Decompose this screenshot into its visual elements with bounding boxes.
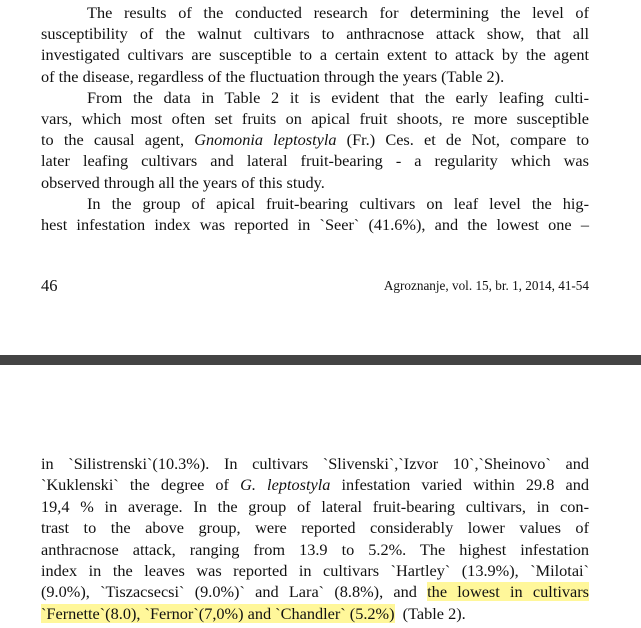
paragraph-continued: [41, 453, 589, 624]
text-line: [41, 129, 589, 150]
species-name: G. leptostyla: [240, 475, 331, 495]
text-run: `Kuklenski` the degree of: [41, 475, 241, 495]
bottom-page: [0, 365, 641, 628]
text-line: [41, 581, 589, 602]
species-name: Gnomonia leptostyla: [194, 130, 337, 150]
text-line: later leafing cultivars and lateral fruit-bearing - a regularity which was: [41, 151, 589, 171]
highlighted-text: `Fernette`(8.0), `Fernor`(7,0%) and `Chandler` (5.2%): [41, 603, 395, 623]
text-line: vars, which most often set fruits on apical fruit shoots, re more susceptible: [41, 109, 589, 128]
text-run: (Table 2).: [394, 603, 466, 623]
text-line: The results of the conducted research for determining the level of: [87, 3, 589, 22]
highlighted-text: the lowest in cultivars: [427, 582, 589, 602]
text-run: infestation varied within 29.8 and: [330, 475, 590, 495]
text-line: hest infestation index was reported in `Seer` (41.6%), and the lowest one –: [41, 215, 589, 234]
text-run: (Fr.) Ces. et de Not, compare to: [336, 130, 590, 150]
text-line: anthracnose attack, ranging from 13.9 to 5.2%. The highest infestation: [41, 539, 589, 559]
text-line: [41, 603, 589, 624]
page-footer: [41, 276, 589, 296]
text-line: of the disease, regardless of the fluctuation through the years (Table 2).: [41, 66, 505, 86]
text-line: investigated cultivars are susceptible to a certain extent to attack by the agent: [41, 45, 589, 65]
paragraph-results: [41, 2, 589, 87]
text-run: (9.0%), `Tiszacsecsi` (9.0%)` and Lara` (8.8%), and: [41, 582, 428, 602]
paragraph-table-2-evidence: [41, 87, 589, 193]
text-run: to the causal agent,: [41, 130, 195, 150]
text-line: 19,4 % in average. In the group of lateral fruit-bearing cultivars, in con-: [41, 496, 589, 516]
text-line: in `Silistrenski`(10.3%). In cultivars `Slivenski`,`Izvor 10`,`Sheinovo` and: [41, 454, 589, 473]
text-line: trast to the above group, were reported considerably lower values of: [41, 518, 589, 538]
page-divider: [0, 355, 641, 365]
page-number: 46: [41, 276, 58, 295]
text-line: [41, 474, 589, 495]
text-line: index in the leaves was reported in cultivars `Hartley` (13.9%), `Milotai`: [41, 561, 589, 581]
text-line: observed through all the years of this study.: [41, 172, 325, 192]
journal-reference: Agroznanje, vol. 15, br. 1, 2014, 41-54: [383, 278, 589, 293]
text-line: From the data in Table 2 it is evident that the early leafing culti-: [87, 87, 589, 107]
paragraph-apical-group: [41, 193, 589, 235]
text-line: susceptibility of the walnut cultivars to anthracnose attack show, that all: [41, 24, 589, 44]
text-line: In the group of apical fruit-bearing cultivars on leaf level the hig-: [87, 193, 589, 213]
